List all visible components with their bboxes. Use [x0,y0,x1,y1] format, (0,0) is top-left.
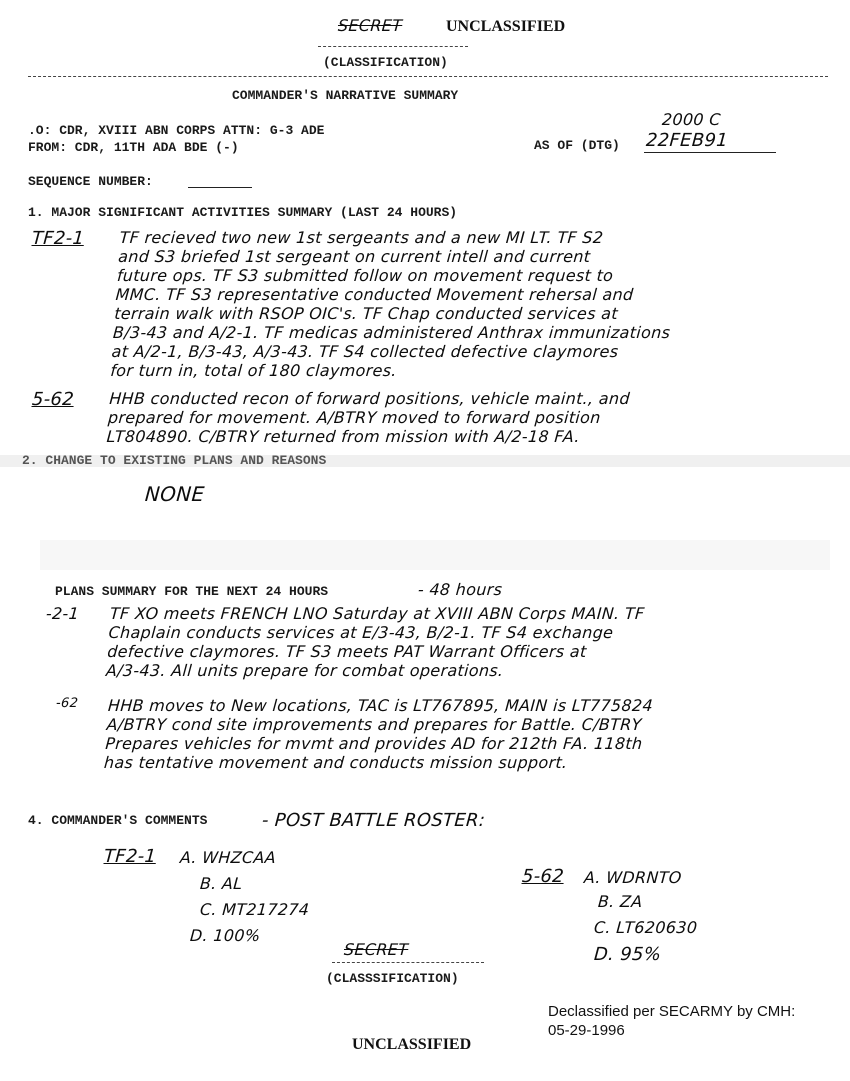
section3-b-line: has tentative movement and conducts mission support. [103,753,569,772]
section1-a-line: at A/2-1, B/3-43, A/3-43. TF S4 collected defective claymores [111,342,620,361]
section3-b-line: HHB moves to New locations, TAC is LT767895, MAIN is LT775824 [107,696,654,715]
page-title: COMMANDER'S NARRATIVE SUMMARY [232,88,459,103]
section1-a-line: and S3 briefed 1st sergeant on current intell and current [117,247,592,266]
section1-a-line: for turn in, total of 180 claymores. [109,361,398,380]
section4-heading-hand: - POST BATTLE ROSTER: [261,810,486,831]
classification-caption: (CLASSIFICATION) [323,55,448,70]
date-underline [644,152,776,153]
section3-unit-b-text [103,696,818,772]
header-rule [28,76,828,77]
section3-heading: PLANS SUMMARY FOR THE NEXT 24 HOURS [55,584,329,599]
section2-heading: 2. CHANGE TO EXISTING PLANS AND REASONS [22,453,327,468]
roster-a-item: D. 100% [189,926,262,945]
section3-heading-hand: - 48 hours [417,580,503,599]
roster-unit-a-label: TF2-1 [103,846,157,867]
section1-a-line: TF recieved two new 1st sergeants and a new MI LT. TF S2 [118,228,605,247]
section3-a-line: Chaplain conducts services at E/3-43, B/2-1. TF S4 exchange [108,623,614,642]
declassified-note-line2: 05-29-1996 [548,1022,625,1039]
classification-rule [318,46,468,47]
as-of-label: AS OF (DTG) [534,138,620,153]
section1-unit-b-label: 5-62 [31,389,75,410]
section3-unit-b-label: -62 [55,696,79,711]
section3-b-line: Prepares vehicles for mvmt and provides AD for 212th FA. 118th [104,734,644,753]
to-line: .O: CDR, XVIII ABN CORPS ATTN: G-3 ADE [28,123,325,138]
section1-unit-a-label: TF2-1 [31,228,85,249]
section3-unit-a-text [105,604,820,680]
section3-unit-a-label: -2-1 [45,604,80,623]
bottom-classification-label: UNCLASSIFIED [352,1036,472,1053]
section1-heading: 1. MAJOR SIGNIFICANT ACTIVITIES SUMMARY (LAST 24 HOURS) [28,205,458,220]
footer-classification-rule [332,962,484,963]
section1-unit-a-text [110,228,821,380]
section2-body: NONE [144,482,206,506]
roster-a-item: C. MT217274 [199,900,310,919]
footer-struck-secret-mark: SECRET [343,940,409,959]
roster-b-item: B. ZA [597,892,644,911]
section1-a-line: B/3-43 and A/2-1. TF medicas administered Anthrax immunizations [112,323,671,342]
roster-b-item: C. LT620630 [593,918,698,937]
footer-classification-caption: (CLASSSIFICATION) [326,971,459,986]
section4-heading: 4. COMMANDER'S COMMENTS [28,813,208,828]
sequence-blank [188,187,252,188]
struck-secret-mark: SECRET [337,16,403,35]
roster-a-item: A. WHZCAA [179,848,277,867]
section1-a-line: terrain walk with RSOP OIC's. TF Chap conducted services at [113,304,619,323]
section1-b-line: HHB conducted recon of forward positions, vehicle maint., and [108,389,631,408]
section1-b-line: LT804890. C/BTRY returned from mission with A/2-18 FA. [106,427,581,446]
section3-a-line: A/3-43. All units prepare for combat operations. [105,661,505,680]
declassified-note-line1: Declassified per SECARMY by CMH: [548,1003,796,1020]
section1-unit-b-text [106,389,810,446]
roster-a-item: B. AL [199,874,244,893]
section3-a-line: defective claymores. TF S3 meets PAT Warrant Officers at [106,642,588,661]
time-handwritten: 2000 C [661,110,722,129]
date-handwritten: 22FEB91 [645,130,729,151]
sequence-label: SEQUENCE NUMBER: [28,174,153,189]
roster-unit-b-label: 5-62 [521,866,565,887]
from-line: FROM: CDR, 11TH ADA BDE (-) [28,140,239,155]
section1-b-line: prepared for movement. A/BTRY moved to forward position [107,408,602,427]
roster-b-item: D. 95% [593,944,662,965]
section3-b-line: A/BTRY cond site improvements and prepares for Battle. C/BTRY [106,715,643,734]
roster-b-item: A. WDRNTO [583,868,683,887]
section1-a-line: future ops. TF S3 submitted follow on movement request to [116,266,614,285]
section3-a-line: TF XO meets FRENCH LNO Saturday at XVIII ABN Corps MAIN. TF [109,604,646,623]
top-classification-label: UNCLASSIFIED [446,18,566,35]
section1-a-line: MMC. TF S3 representative conducted Movement rehersal and [115,285,635,304]
